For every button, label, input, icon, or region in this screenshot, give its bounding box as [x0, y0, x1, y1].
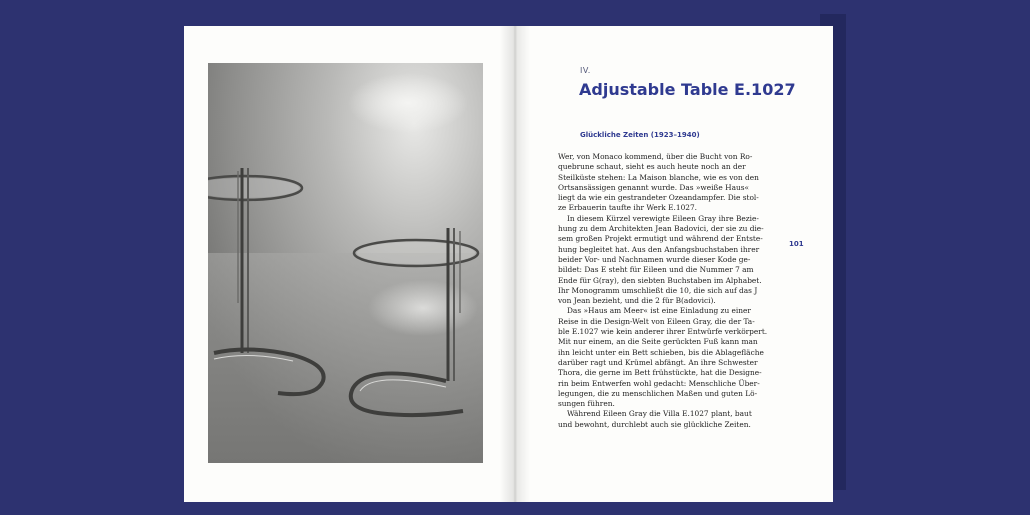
body-line: Das »Haus am Meer« ist eine Einladung zu einer: [567, 306, 751, 316]
body-line: Mit nur einem, an die Seite gerückten Fuß kann man: [558, 337, 758, 347]
body-line: ble E.1027 wie kein anderer ihrer Entwürfe verkörpert.: [558, 327, 768, 337]
body-line: bildet: Das E steht für Eileen und die Nummer 7 am: [558, 265, 754, 275]
body-line: Thora, die gerne im Bett frühstückte, hat die Designe-: [558, 368, 762, 378]
chapter-number: IV.: [580, 66, 591, 75]
body-line: Ende für G(ray), den siebten Buchstaben im Alphabet.: [558, 275, 762, 285]
body-line: Ortsansässigen genannt wurde. Das »weiße Haus«: [558, 182, 750, 192]
chapter-title: Adjustable Table E.1027: [579, 80, 796, 99]
body-line: von Jean bezieht, und die 2 für B(adovici).: [558, 296, 716, 306]
section-subheading: Glückliche Zeiten (1923–1940): [580, 131, 700, 139]
body-line: rin beim Entwerfen wohl gedacht: Menschliche Über-: [558, 378, 760, 388]
body-line: ihn leicht unter ein Bett schieben, bis die Ablagefläche: [558, 347, 764, 357]
body-line: und bewohnt, durchlebt auch sie glückliche Zeiten.: [558, 419, 751, 429]
body-line: sungen führen.: [558, 399, 615, 409]
body-line: quebrune schaut, sieht es auch heute noch an der: [558, 162, 746, 172]
body-line: sem großen Projekt ermutigt und während der Entste-: [558, 234, 763, 244]
body-line: Während Eileen Gray die Villa E.1027 plant, baut: [567, 409, 752, 419]
body-line: ze Erbauerin taufte ihr Werk E.1027.: [558, 203, 698, 213]
side-tables-photo: [208, 63, 483, 463]
body-line: In diesem Kürzel verewigte Eileen Gray ihre Bezie-: [567, 213, 759, 223]
body-line: beider Vor- und Nachnamen wurde dieser Kode ge-: [558, 254, 751, 264]
body-line: liegt da wie ein gestrandeter Ozeandampfer. Die stol-: [558, 193, 759, 203]
body-line: darüber ragt und Krümel abfängt. An ihre Schwester: [558, 357, 758, 367]
body-line: Steilküste stehen: La Maison blanche, wie es von den: [558, 172, 759, 182]
body-line: hung begleitet hat. Aus den Anfangsbuchstaben ihrer: [558, 244, 760, 254]
page-number: 101: [789, 240, 804, 248]
body-line: legungen, die zu menschlichen Maßen und guten Lö-: [558, 388, 758, 398]
body-line: Wer, von Monaco kommend, über die Bucht von Ro-: [558, 152, 753, 161]
body-line: Reise in die Design-Welt von Eileen Gray, die der Ta-: [558, 316, 755, 326]
body-text: [558, 152, 766, 430]
body-line: Ihr Monogramm umschließt die 10, die sich auf das J: [558, 285, 758, 295]
body-line: hung zu dem Architekten Jean Badovici, der sie zu die-: [558, 224, 764, 234]
